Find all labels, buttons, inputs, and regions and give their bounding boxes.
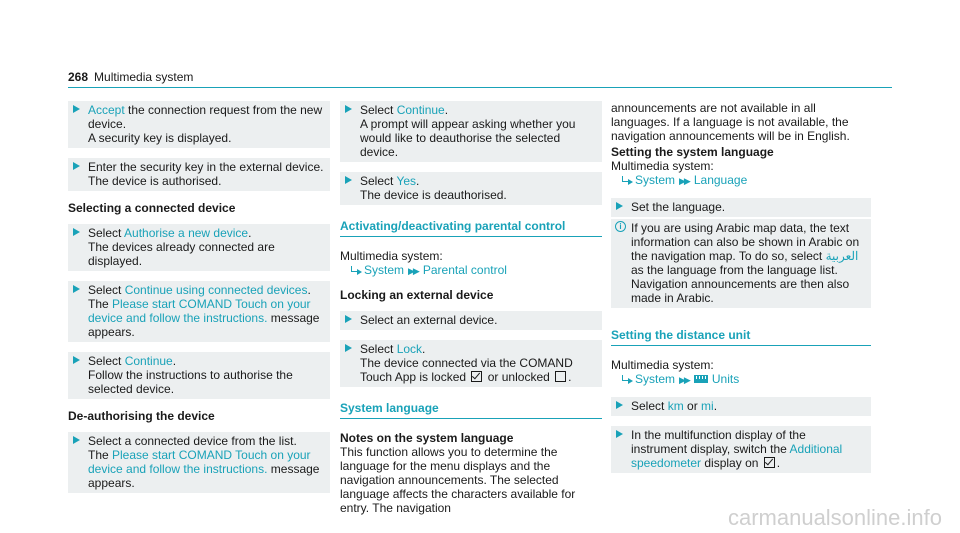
yes-link[interactable]: Yes [396, 174, 417, 188]
step-accept: Accept the connection request from the new device. A security key is displayed. [68, 101, 330, 148]
step-arrow-icon [73, 436, 80, 444]
double-chevron-icon: ▶▶ [408, 266, 418, 276]
step-arrow-icon [616, 430, 623, 438]
step-arrow-icon [345, 315, 352, 323]
continue-using-link[interactable]: Continue using connected devices [124, 283, 308, 297]
path-parental-control[interactable]: Parental control [422, 263, 507, 277]
start-comand-message: Please start COMAND Touch on your device and follow the instructions. [88, 297, 311, 325]
heading-locking: Locking an external device [340, 288, 494, 302]
column-1 [68, 101, 330, 503]
section-parental-control: Activating/deactivating parental control [340, 219, 602, 237]
step-arrow-icon [73, 228, 80, 236]
step-continue: Select Continue. Follow the instructions to authorise the selected device. [68, 352, 330, 399]
step-yes: Select Yes. The device is deauthorised. [340, 172, 602, 205]
arabic-language-option[interactable]: العربية [825, 249, 859, 263]
double-chevron-icon: ▶▶ [679, 375, 689, 385]
additional-speedometer-option[interactable]: Additional speedometer [631, 442, 843, 470]
mi-option[interactable]: mi [701, 399, 714, 413]
step-arrow-icon [73, 356, 80, 364]
menu-path-language: Multimedia system: System ▶▶ Language [611, 159, 748, 187]
checkbox-checked-icon [764, 457, 775, 468]
turn-arrow-icon [621, 176, 633, 185]
checkbox-checked-icon [471, 371, 482, 382]
continue-link[interactable]: Continue [396, 103, 445, 117]
info-arabic: i If you are using Arabic map data, the text information can also be shown in Arabic on the navigation map. To do so, select العربية as the language from the language list. Navigation announcements are then also made in Arabic. [611, 219, 871, 308]
heading-deauthorising: De-authorising the device [68, 409, 215, 423]
step-arrow-icon [73, 162, 80, 170]
step-continue-deauth: Select Continue. A prompt will appear asking whether you would like to deauthorise the selected device. [340, 101, 602, 162]
step-select-external: Select an external device. [340, 311, 602, 330]
column-2 [340, 101, 602, 515]
header-title: Multimedia system [94, 70, 194, 84]
menu-path-units: Multimedia system: System ▶▶ Units [611, 358, 740, 386]
step-select-unit: Select km or mi. [611, 397, 871, 416]
double-chevron-icon: ▶▶ [679, 176, 689, 186]
step-arrow-icon [73, 105, 80, 113]
step-set-language: Set the language. [611, 198, 871, 217]
step-continue-using: Select Continue using connected devices. The Please start COMAND Touch on your device and follow the instructions. message appears. [68, 281, 330, 342]
step-arrow-icon [345, 105, 352, 113]
step-enter-key: Enter the security key in the external device. The device is authorised. [68, 158, 330, 191]
continue-link[interactable]: Continue [124, 354, 173, 368]
accept-link[interactable]: Accept [88, 103, 125, 117]
page-header [68, 70, 193, 84]
column-3 [611, 101, 871, 483]
notes-text: This function allows you to determine the language for the menu displays and the navigation announcements. The selected language affects the characters available for entry. The navigation [340, 445, 576, 515]
path-units[interactable]: Units [711, 372, 740, 386]
step-arrow-icon [73, 285, 80, 293]
checkbox-empty-icon [555, 371, 566, 382]
step-additional-speedometer: In the multifunction display of the instrument display, switch the Additional speedometer display on . [611, 426, 871, 473]
path-system[interactable]: System [635, 173, 676, 187]
path-system[interactable]: System [364, 263, 405, 277]
header-rule [68, 87, 892, 88]
start-comand-message: Please start COMAND Touch on your device and follow the instructions. [88, 448, 311, 476]
heading-selecting: Selecting a connected device [68, 201, 236, 215]
turn-arrow-icon [621, 375, 633, 384]
step-authorise: Select Authorise a new device. The devices already connected are displayed. [68, 224, 330, 271]
step-select-device: Select a connected device from the list. The Please start COMAND Touch on your device and follow the instructions. message appears. [68, 432, 330, 493]
step-lock: Select Lock. The device connected via the COMAND Touch App is locked or unlocked . [340, 340, 602, 387]
authorise-new-device-link[interactable]: Authorise a new device [124, 226, 249, 240]
menu-path-parental: Multimedia system: System ▶▶ Parental control [340, 249, 507, 277]
section-system-language: System language [340, 401, 602, 419]
turn-arrow-icon [350, 266, 362, 275]
units-icon [694, 375, 708, 383]
step-arrow-icon [616, 401, 623, 409]
continued-text: announcements are not available in all languages. If a language is not available, the navigation announcements will be in English. [611, 101, 850, 143]
step-arrow-icon [616, 202, 623, 210]
path-system[interactable]: System [635, 372, 676, 386]
heading-notes: Notes on the system language [340, 431, 514, 445]
path-language[interactable]: Language [693, 173, 748, 187]
step-arrow-icon [345, 344, 352, 352]
watermark: carmanualsonline.info [727, 505, 942, 530]
km-option[interactable]: km [667, 399, 684, 413]
section-distance-unit: Setting the distance unit [611, 328, 871, 346]
step-arrow-icon [345, 176, 352, 184]
page-number: 268 [68, 70, 89, 84]
lock-link[interactable]: Lock [396, 342, 423, 356]
info-icon: i [615, 221, 626, 232]
heading-setting-language: Setting the system language [611, 145, 774, 159]
